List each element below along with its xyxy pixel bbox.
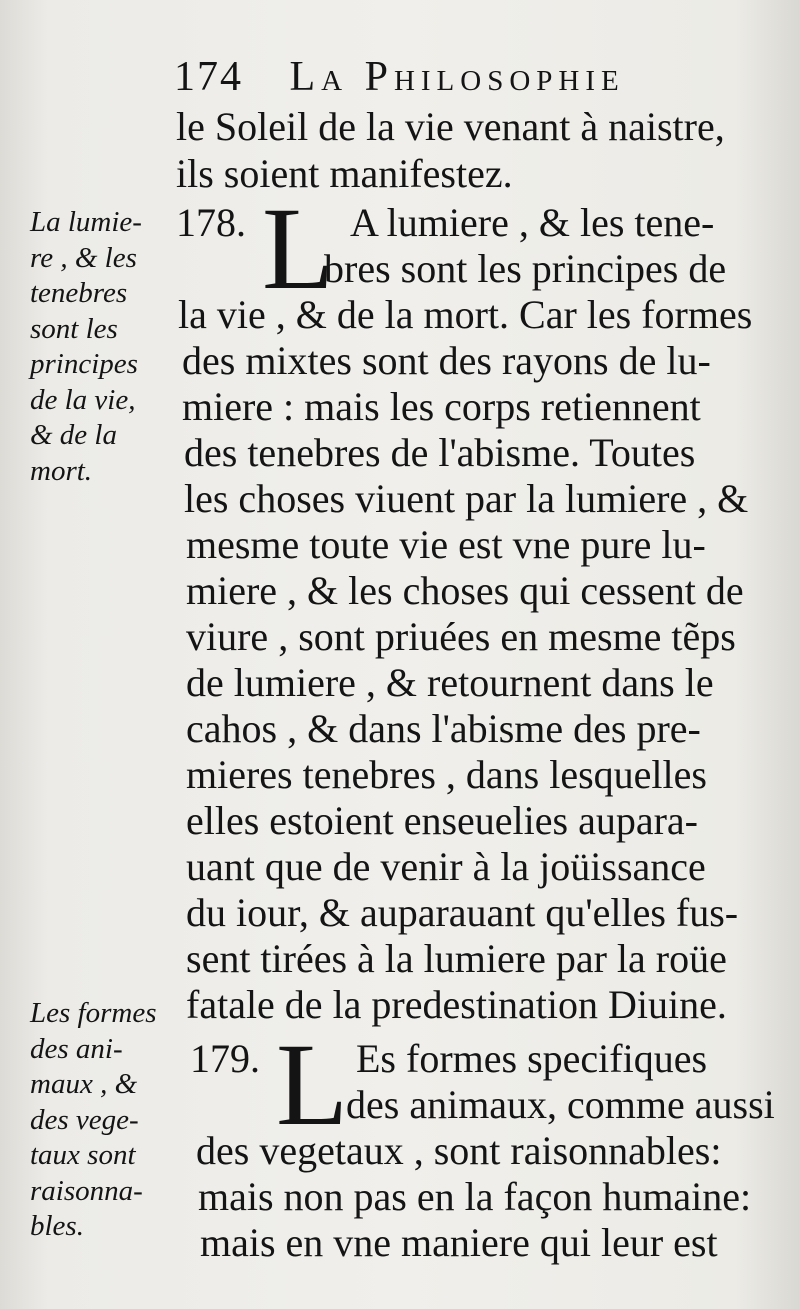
margin-note-line: bles. [30,1210,84,1242]
margin-note-line: raisonna- [30,1174,143,1207]
margin-note-line: des vege- [30,1103,139,1136]
text-line: mesme toute vie est vne pure lu- [186,522,706,567]
text-line: des vegetaux , sont raisonnables: [196,1128,722,1173]
text-line: ils soient manifestez. [176,151,513,196]
section-number: 178. [176,200,246,245]
margin-note-line: Les formes [30,997,157,1029]
text-line: miere : mais les corps retiennent [182,384,701,429]
text-line: Es formes specifiques [356,1036,708,1081]
text-line: du iour, & auparauant qu'elles fus- [186,890,739,935]
text-line: elles estoient enseuelies aupara- [186,798,698,843]
text-line: des animaux, comme aussi [346,1082,775,1127]
margin-note-line: maux , & [30,1068,138,1100]
margin-note-179 [30,996,180,1245]
margin-note-line: tenebres [30,277,128,309]
running-header [174,52,625,102]
margin-note-line: des ani- [30,1032,123,1065]
text-line: la vie , & de la mort. Car les formes [178,292,753,337]
text-line: de lumiere , & retournent dans le [186,660,714,705]
margin-note-line: re , & les [30,241,137,274]
text-line: les choses viuent par la lumiere , & [184,476,749,521]
text-line: bres sont les principes de [324,246,727,291]
text-line: mais en vne maniere qui leur est [200,1220,718,1265]
text-line: le Soleil de la vie venant à naistre, [176,104,725,149]
running-title: La Philosophie [289,54,625,100]
margin-note-line: La lumie- [30,206,142,238]
text-line: uant que de venir à la joüissance [186,844,706,889]
text-line: viure , sont priuées en mesme tẽps [186,614,736,659]
text-line: mieres tenebres , dans lesquelles [186,752,707,797]
drop-cap: L [262,183,335,314]
margin-note-178 [30,205,180,489]
margin-note-line: taux sont [30,1139,136,1171]
text-line: fatale de la predestination Diuine. [186,982,727,1027]
page-number: 174 [174,54,243,100]
margin-note-line: & de la [30,419,117,451]
margin-note-line: mort. [30,454,93,487]
text-line: miere , & les choses qui cessent de [186,568,744,613]
text-line: cahos , & dans l'abisme des pre- [186,706,701,751]
text-line: mais non pas en la façon humaine: [198,1174,752,1219]
margin-note-line: de la vie, [30,383,136,416]
drop-cap: L [276,1019,349,1150]
text-line: sent tirées à la lumiere par la roüe [186,936,727,981]
section-number: 179. [190,1036,260,1081]
text-line: des tenebres de l'abisme. Toutes [184,430,696,475]
text-line: des mixtes sont des rayons de lu- [182,338,711,383]
text-line: A lumiere , & les tene- [350,200,715,245]
margin-note-line: sont les [30,312,118,345]
margin-note-line: principes [30,348,138,380]
